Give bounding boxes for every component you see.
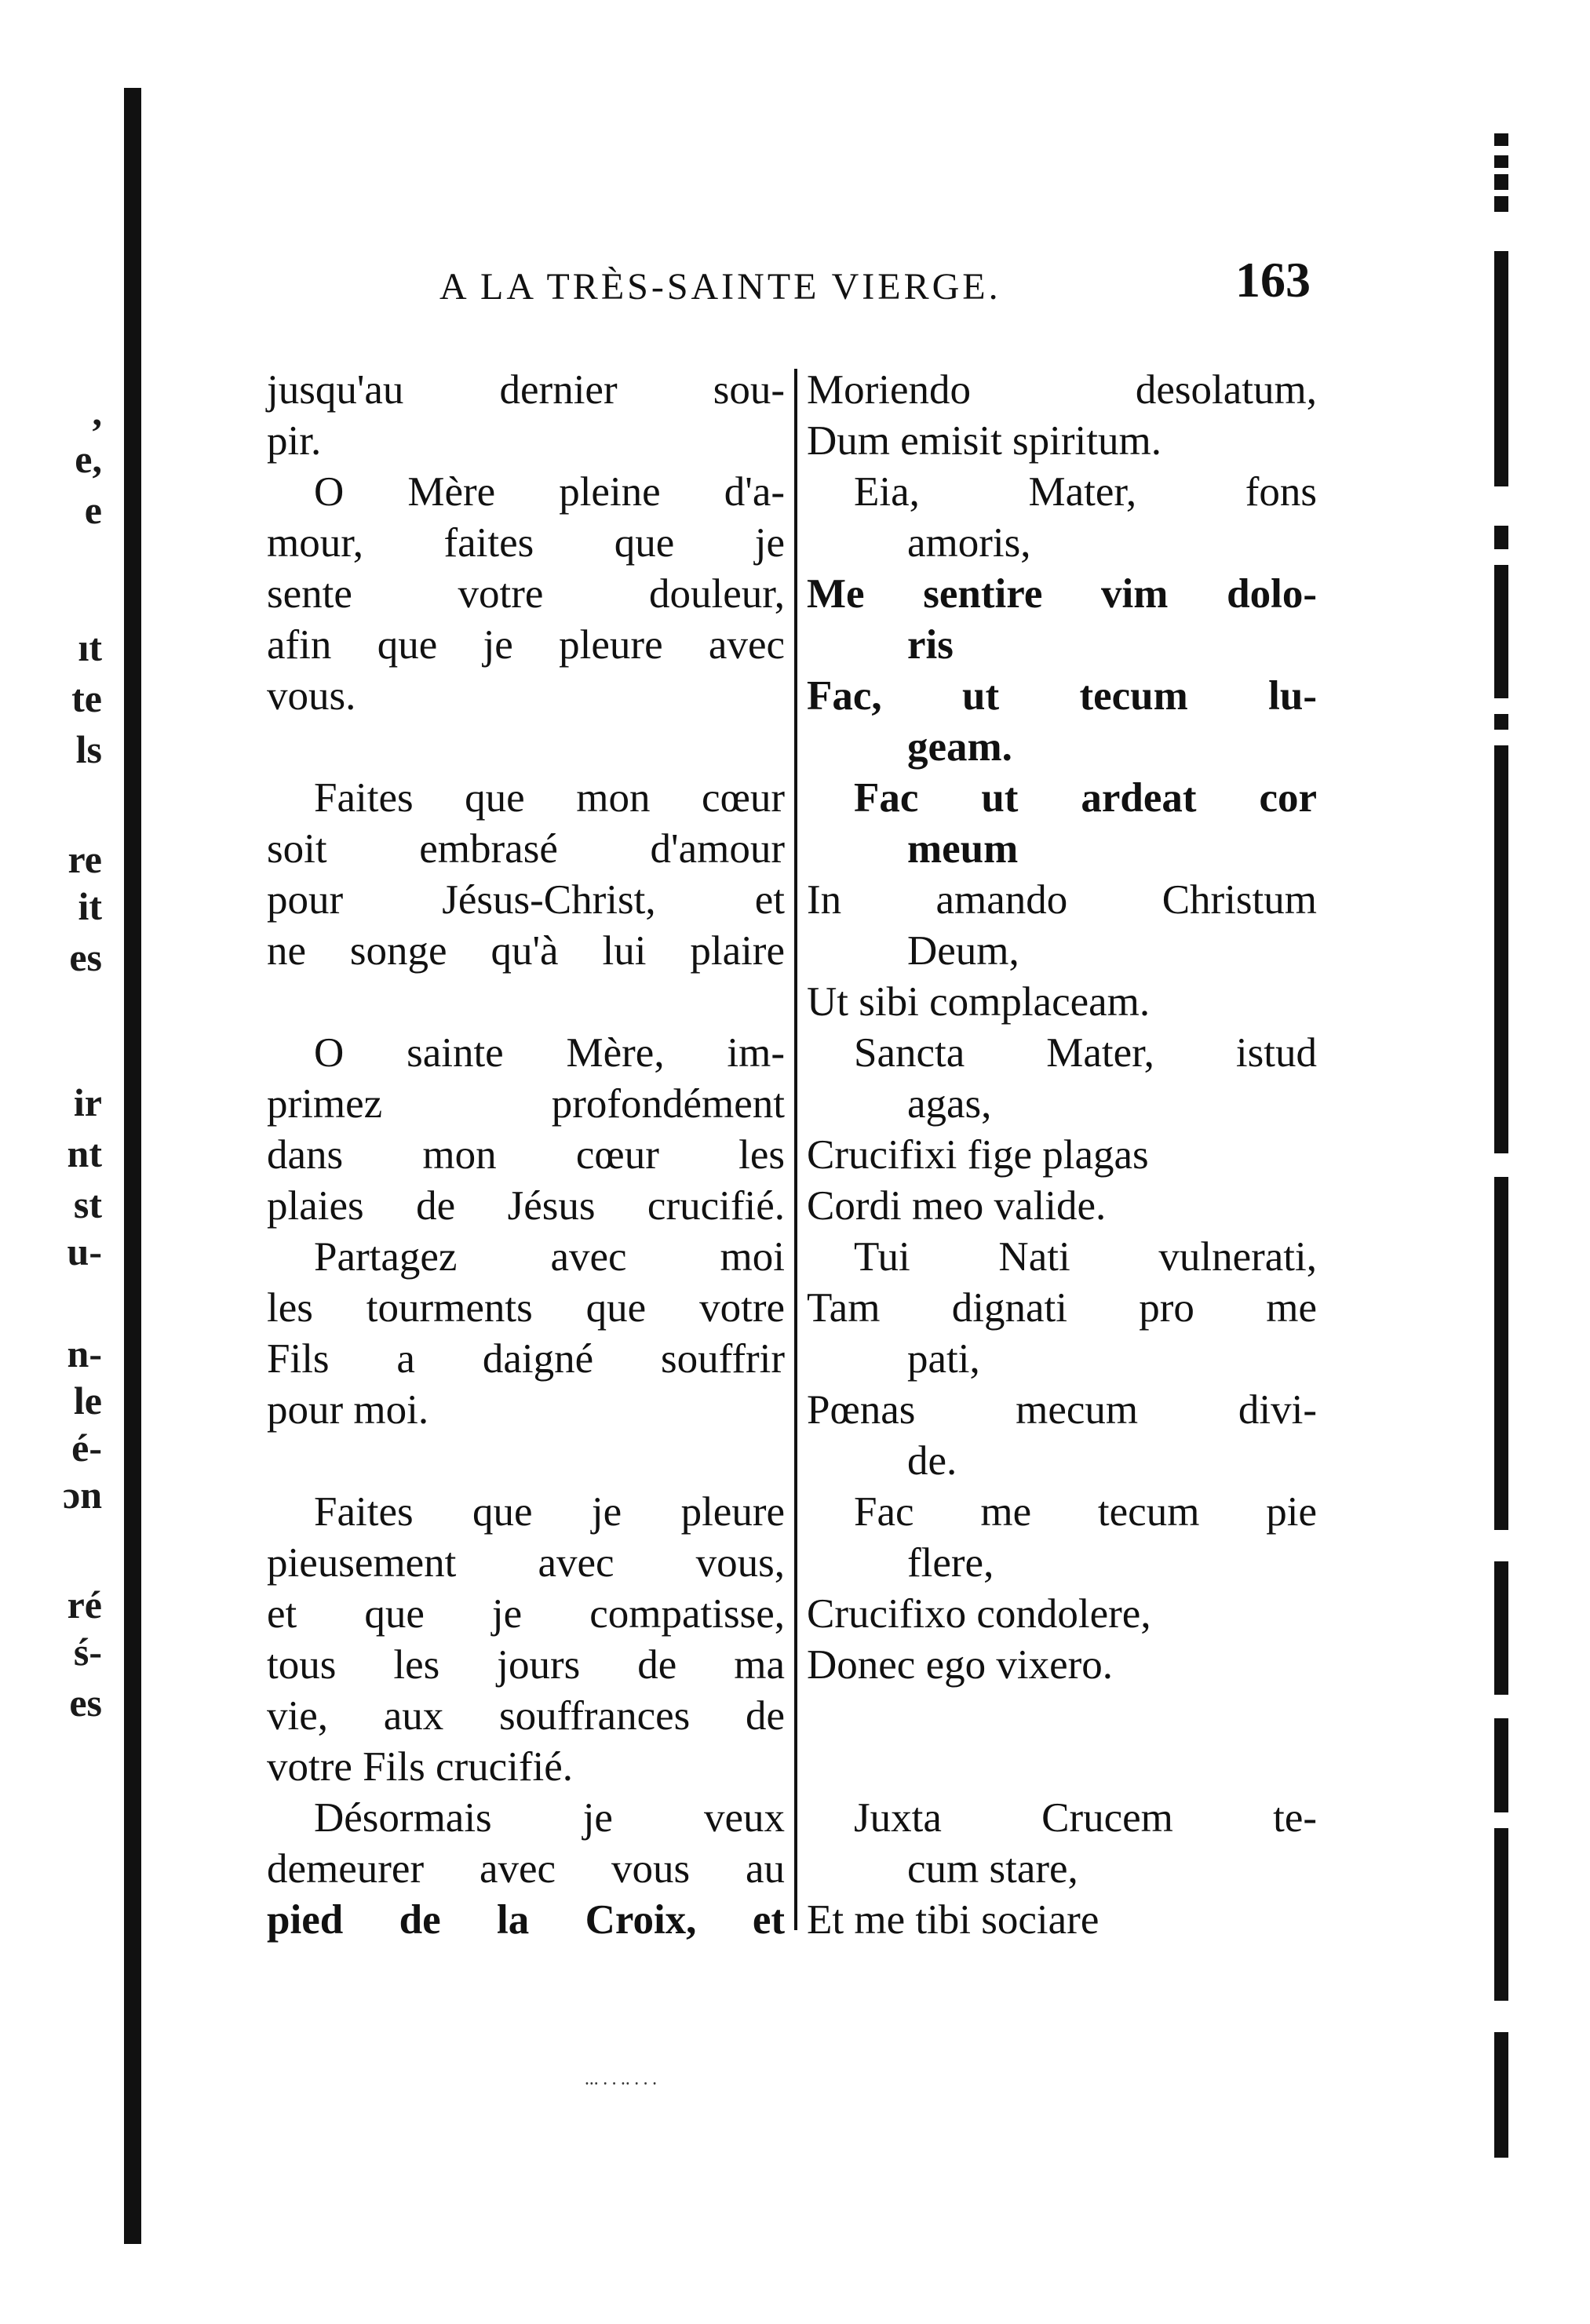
french-line: ne songe qu'à lui plaire — [267, 928, 785, 974]
french-line: votre Fils crucifié. — [267, 1744, 574, 1790]
page-number: 163 — [1235, 252, 1311, 308]
french-line: plaies de Jésus crucifié. — [267, 1183, 785, 1229]
latin-line: Tui Nati vulnerati, — [854, 1234, 1317, 1280]
french-line: pied de la Croix, et — [267, 1897, 785, 1943]
bleed-fragment: es — [69, 935, 102, 979]
latin-line: Ut sibi complaceam. — [807, 979, 1151, 1025]
latin-line: Pœnas mecum divi- — [807, 1387, 1317, 1433]
stanza-gap — [267, 1436, 785, 1487]
french-line: afin que je pleure avec — [267, 622, 785, 668]
latin-line: Deum, — [907, 928, 1019, 974]
french-line: jusqu'au dernier sou- — [267, 367, 785, 413]
latin-line: de. — [907, 1438, 957, 1484]
french-line: sente votre douleur, — [267, 571, 785, 617]
latin-line: Crucifixo condolere, — [807, 1591, 1151, 1637]
french-line: soit embrasé d'amour — [267, 826, 785, 872]
bleed-fragment: ś- — [73, 1630, 102, 1674]
latin-column — [807, 365, 1317, 1946]
bleed-fragment: ɔn — [63, 1473, 102, 1517]
bleed-fragment: é- — [71, 1426, 102, 1470]
latin-line: Me sentire vim dolo- — [807, 571, 1317, 617]
latin-line: In amando Christum — [807, 877, 1317, 923]
stanza-gap — [267, 977, 785, 1028]
bleed-fragment: re — [67, 837, 102, 881]
latin-line: Donec ego vixero. — [807, 1642, 1113, 1688]
column-divider — [794, 369, 797, 1930]
stanza-gap — [807, 1742, 1317, 1793]
bleed-fragment: te — [71, 676, 102, 720]
latin-line: Juxta Crucem te- — [854, 1795, 1317, 1841]
bleed-fragment: le — [73, 1379, 102, 1422]
latin-line: flere, — [907, 1540, 994, 1586]
latin-line: ris — [907, 622, 954, 668]
latin-line: Sancta Mater, istud — [854, 1030, 1317, 1076]
latin-line: Tam dignati pro me — [807, 1285, 1317, 1331]
bleed-fragment: ıt — [78, 625, 102, 669]
latin-line: Dum emisit spiritum. — [807, 418, 1162, 464]
bleed-fragment: e — [84, 488, 102, 532]
latin-line: Moriendo desolatum, — [807, 367, 1317, 413]
french-line: primez profondément — [267, 1081, 785, 1127]
bleed-fragment: u- — [67, 1229, 102, 1273]
french-column — [267, 365, 785, 1946]
stanza-gap — [807, 1691, 1317, 1742]
french-line: Désormais je veux — [314, 1795, 785, 1841]
latin-line: Et me tibi sociare — [807, 1897, 1100, 1943]
binding-gutter — [124, 88, 141, 2244]
latin-line: geam. — [907, 724, 1012, 770]
french-line: Partagez avec moi — [314, 1234, 785, 1280]
latin-line: Fac ut ardeat cor — [854, 775, 1317, 821]
latin-line: Eia, Mater, fons — [854, 469, 1317, 515]
running-title: A LA TRÈS-SAINTE VIERGE. — [439, 266, 1001, 308]
bleed-fragment: ir — [73, 1080, 102, 1124]
stanza-gap — [267, 722, 785, 773]
french-line: pour Jésus-Christ, et — [267, 877, 785, 923]
french-line: vie, aux souffrances de — [267, 1693, 785, 1739]
french-line: Fils a daigné souffrir — [267, 1336, 785, 1382]
latin-line: agas, — [907, 1081, 992, 1127]
latin-line: Fac me tecum pie — [854, 1489, 1317, 1535]
french-line: O Mère pleine d'a- — [314, 469, 785, 515]
french-line: O sainte Mère, im- — [314, 1030, 785, 1076]
french-line: demeurer avec vous au — [267, 1846, 785, 1892]
french-line: les tourments que votre — [267, 1285, 785, 1331]
latin-line: Fac, ut tecum lu- — [807, 673, 1317, 719]
latin-line: Cordi meo valide. — [807, 1183, 1107, 1229]
french-line: mour, faites que je — [267, 520, 785, 566]
bleed-fragment: , — [92, 390, 102, 434]
scan-edge-marks — [1491, 133, 1515, 2158]
bleed-fragment: it — [78, 884, 102, 928]
french-line: Faites que je pleure — [314, 1489, 785, 1535]
bleed-fragment: ls — [75, 727, 102, 771]
latin-line: Crucifixi fige plagas — [807, 1132, 1149, 1178]
french-line: pir. — [267, 418, 322, 464]
bleed-fragment: n- — [67, 1331, 102, 1375]
bleed-fragment: st — [73, 1182, 102, 1226]
bleed-fragment: ré — [67, 1583, 102, 1626]
french-line: pour moi. — [267, 1387, 429, 1433]
latin-line: cum stare, — [907, 1846, 1078, 1892]
french-line: tous les jours de ma — [267, 1642, 785, 1688]
french-line: pieusement avec vous, — [267, 1540, 785, 1586]
bleed-fragment: nt — [67, 1131, 102, 1175]
footer-smudge: ⸱⸱⸱ ⸱ ⸱ ⸱⸱ ⸱ ⸱ ⸱ — [585, 2074, 657, 2093]
latin-line: pati, — [907, 1336, 980, 1382]
french-line: et que je compatisse, — [267, 1591, 785, 1637]
latin-line: meum — [907, 826, 1019, 872]
running-header — [259, 251, 1311, 314]
french-line: vous. — [267, 673, 356, 719]
facing-page-bleed — [0, 0, 102, 2324]
french-line: dans mon cœur les — [267, 1132, 785, 1178]
bleed-fragment: e, — [75, 437, 102, 481]
french-line: Faites que mon cœur — [314, 775, 785, 821]
bleed-fragment: es — [69, 1681, 102, 1725]
latin-line: amoris, — [907, 520, 1031, 566]
